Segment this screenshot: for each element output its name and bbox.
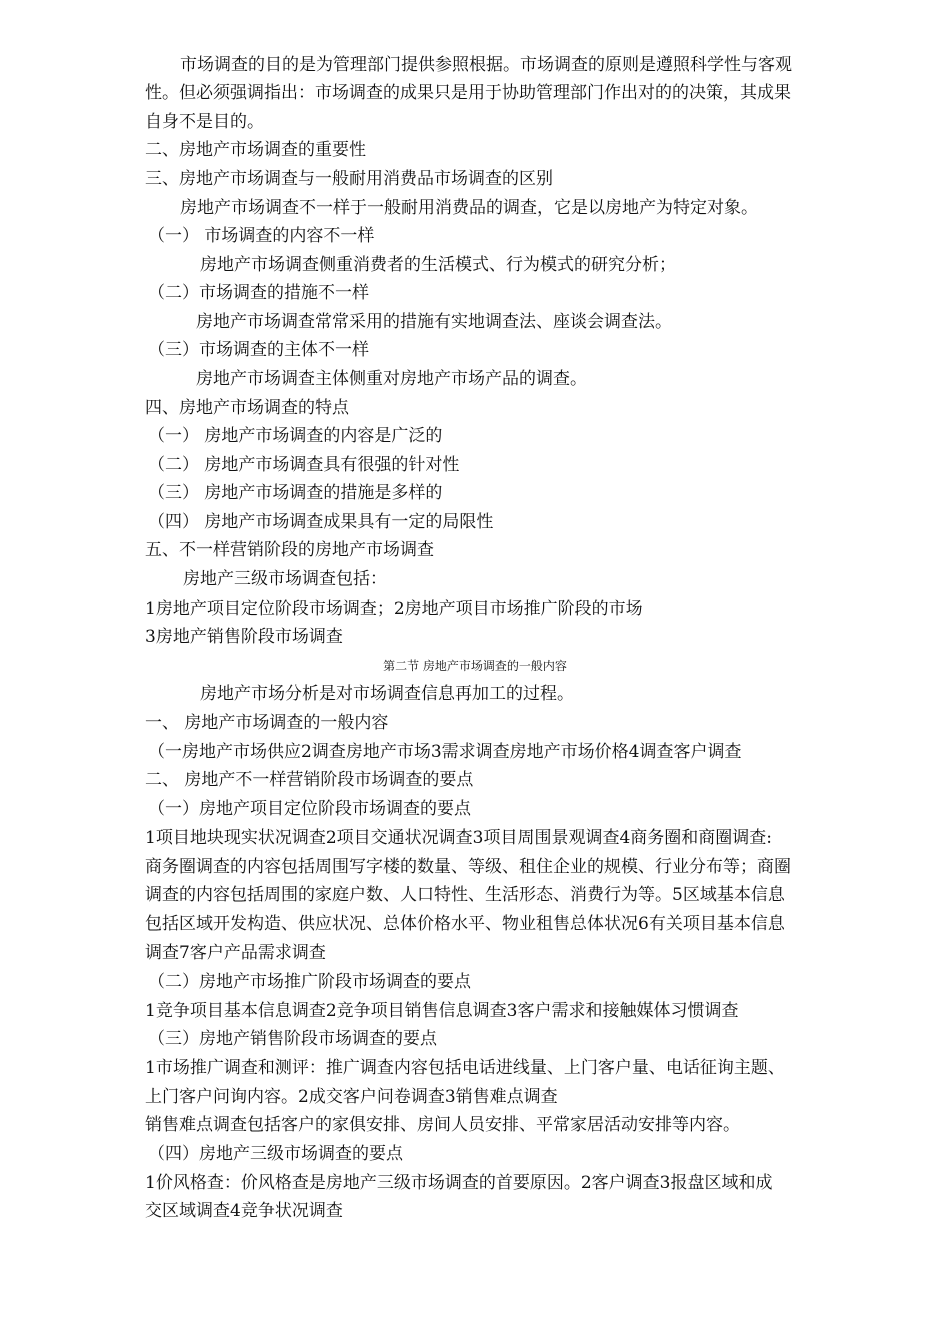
text-line: 房地产市场分析是对市场调查信息再加工的过程。	[200, 684, 574, 704]
section-heading: 五、不一样营销阶段的房地产市场调查	[145, 540, 434, 560]
text-line: 调查7客户产品需求调查	[145, 943, 326, 963]
text-line: 调查的内容包括周围的家庭户数、人口特性、生活形态、消费行为等。5区域基本信息	[145, 885, 785, 905]
section-heading: 二、房地产市场调查的重要性	[145, 140, 366, 160]
subsection-heading: （一）房地产项目定位阶段市场调查的要点	[148, 799, 471, 819]
subsection-heading: （三）房地产销售阶段市场调查的要点	[148, 1029, 437, 1049]
subsection-heading: （三）市场调查的主体不一样	[148, 340, 369, 360]
text-line: 商务圈调查的内容包括周围写字楼的数量、等级、租住企业的规模、行业分布等；商圈	[145, 857, 791, 877]
text-line: 交区域调查4竞争状况调查	[145, 1201, 343, 1221]
section-heading: 二、 房地产不一样营销阶段市场调查的要点	[145, 770, 474, 790]
section-heading: 三、房地产市场调查与一般耐用消费品市场调查的区别	[145, 169, 553, 189]
subsection-heading: （一） 市场调查的内容不一样	[148, 226, 375, 246]
section-heading: 一、 房地产市场调查的一般内容	[145, 713, 389, 733]
text-line: 3房地产销售阶段市场调查	[145, 627, 343, 647]
section-heading: 四、房地产市场调查的特点	[145, 398, 349, 418]
text-line: 房地产三级市场调查包括：	[183, 569, 387, 589]
text-line: 性。但必须强调指出：市场调查的成果只是用于协助管理部门作出对的的决策，其成果	[145, 83, 791, 103]
chapter-heading: 第二节 房地产市场调查的一般内容	[383, 659, 567, 673]
text-line: 1项目地块现实状况调查2项目交通状况调查3项目周围景观调查4商务圈和商圈调查:	[145, 828, 772, 848]
text-line: 上门客户问询内容。2成交客户问卷调查3销售难点调查	[145, 1087, 558, 1107]
text-line: 房地产市场调查常常采用的措施有实地调查法、座谈会调查法。	[196, 312, 672, 332]
text-line: 房地产市场调查侧重消费者的生活模式、行为模式的研究分析；	[200, 255, 676, 275]
list-item: （一） 房地产市场调查的内容是广泛的	[148, 426, 443, 446]
subsection-heading: （二）市场调查的措施不一样	[148, 283, 369, 303]
list-item: （四） 房地产市场调查成果具有一定的局限性	[148, 512, 494, 532]
text-line: 包括区域开发构造、供应状况、总体价格水平、物业租售总体状况6有关项目基本信息	[145, 914, 785, 934]
text-line: 自身不是目的。	[145, 112, 264, 132]
list-item: （二） 房地产市场调查具有很强的针对性	[148, 455, 460, 475]
text-line: 房地产市场调查不一样于一般耐用消费品的调查，它是以房地产为特定对象。	[180, 198, 758, 218]
text-line: （一房地产市场供应2调查房地产市场3需求调查房地产市场价格4调查客户调查	[148, 742, 742, 762]
subsection-heading: （二）房地产市场推广阶段市场调查的要点	[148, 972, 471, 992]
text-line: 房地产市场调查主体侧重对房地产市场产品的调查。	[196, 369, 587, 389]
text-line: 1价风格查：价风格查是房地产三级市场调查的首要原因。2客户调查3报盘区域和成	[145, 1173, 773, 1193]
text-line: 1市场推广调查和测评：推广调查内容包括电话进线量、上门客户量、电话征询主题、	[145, 1058, 785, 1078]
text-line: 1竞争项目基本信息调查2竞争项目销售信息调查3客户需求和接触媒体习惯调查	[145, 1001, 739, 1021]
text-line: 1房地产项目定位阶段市场调查；2房地产项目市场推广阶段的市场	[145, 599, 643, 619]
text-line: 市场调查的目的是为管理部门提供参照根据。市场调查的原则是遵照科学性与客观	[180, 55, 792, 75]
text-line: 销售难点调查包括客户的家俱安排、房间人员安排、平常家居活动安排等内容。	[145, 1115, 740, 1135]
list-item: （三） 房地产市场调查的措施是多样的	[148, 483, 443, 503]
subsection-heading: （四）房地产三级市场调查的要点	[148, 1144, 403, 1164]
